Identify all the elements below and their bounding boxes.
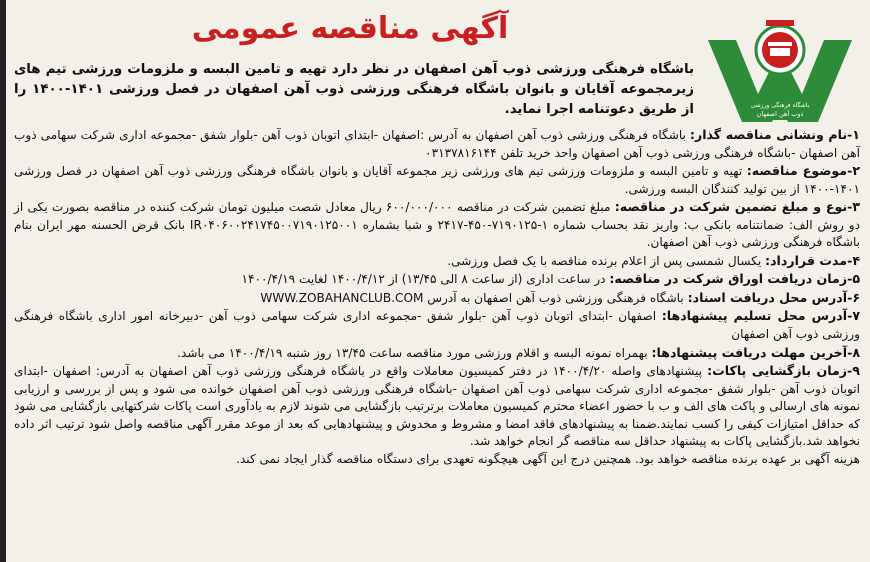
- item-document-time: [14, 270, 860, 289]
- item-label: ۲-موضوع مناقصه:: [746, 163, 861, 179]
- tender-items: [14, 126, 860, 468]
- item-text: باشگاه فرهنگی ورزشی ذوب آهن اصفهان به آدرس WWW.ZOBAHANCLUB.COM: [260, 290, 684, 305]
- logo-caption-line1: باشگاه فرهنگی ورزشی: [750, 102, 810, 109]
- item-text: اصفهان -ابتدای اتوبان ذوب آهن -بلوار شفق -مجموعه اداری شرکت سهامی ذوب آهن -دبیرخانه امور اداری باشگاه فرهنگی ورزشی ذوب آهن اصفهان: [14, 309, 860, 342]
- item-deadline: [14, 344, 860, 363]
- item-subject: [14, 162, 860, 198]
- item-organizer: [14, 126, 860, 162]
- item-label: ۳-نوع و مبلغ تضمین شرکت در مناقصه:: [614, 199, 860, 215]
- item-submission-address: [14, 307, 860, 343]
- item-label: ۹-زمان بازگشایی پاکات:: [707, 363, 860, 379]
- club-logo-icon: [700, 12, 860, 130]
- item-text: پیشنهادهای واصله ۱۴۰۰/۴/۲۰ در دفتر کمیسیون معاملات واقع در باشگاه فرهنگی ورزشی ذوب آهن اصفهان به آدرس: اصفهان -ابتدای اتوبان ذوب آهن -بلوار شفق -مجموعه اداری شرکت سهامی ذوب آهن اصفهان -باشگاه فرهنگی ورزشی ذوب آهن اصفهان خوانده می شود و پس از بررسی و ارزیابی نمونه های ارسالی و پاکت های الف و ب با حضور اعضاء محترم کمیسیون معاملات برترتیب بازگشایی می شوند لازم به یادآوری است پاکات شرکتهایی بازگشایی می شود که حداقل امتیازات کیفی را کسب نمایند.ضمنا به پیشنهادهای فاقد امضا و مشروط و مخدوش و پیشنهادهایی که بعد از موعد مقرر آگهی مناقصه واصل شود ترتیب اثر داده نخواهد شد.بازگشایی پاکات به پیشنهاد حداقل سه مناقصه گر انجام خواهد شد.: [14, 364, 860, 449]
- item-text: مبلغ تضمین شرکت در مناقصه ۶۰۰/۰۰۰/۰۰۰ ریال معادل شصت میلیون تومان شرکت کننده در مناقصه بصورت یکی از دو روش الف: ضمانتنامه بانکی ب: واریز نقد بحساب شماره ۱-۷۱۹۰۱۲۵-۴۵۰-۲۴۱۷ و شبا بشماره IR۰۴۰۶۰۰۲۴۱۷۴۵۰۰۷۱۹۰۱۲۵۰۰۱ بانک قرض الحسنه مهر ایران بنام باشگاه فرهنگی ورزشی ذوب آهن اصفهان.: [14, 200, 860, 250]
- item-label: ۴-مدت قرارداد:: [765, 252, 860, 268]
- item-label: ۶-آدرس محل دریافت اسناد:: [687, 289, 860, 305]
- item-label: ۵-زمان دریافت اوراق شرکت در مناقصه:: [609, 271, 860, 287]
- page-edge: [0, 0, 6, 562]
- item-guarantee: [14, 198, 860, 252]
- item-label: ۱-نام ونشانی مناقصه گذار:: [689, 127, 860, 142]
- item-text: بهمراه نمونه البسه و اقلام ورزشی مورد مناقصه ساعت ۱۳/۴۵ روز شنبه ۱۴۰۰/۴/۱۹ می باشد.: [177, 345, 648, 360]
- club-logo: [700, 12, 860, 130]
- footer-note: هزینه آگهی بر عهده برنده مناقصه خواهد بود. همچنین درج این آگهی هیچگونه تعهدی برای دستگاه مناقصه گذار ایجاد نمی کند.: [236, 451, 860, 466]
- page-title: آگهی مناقصه عمومی: [191, 11, 509, 46]
- item-opening-time: [14, 362, 860, 451]
- item-label: ۸-آخرین مهلت دریافت پیشنهادها:: [651, 344, 860, 360]
- logo-caption-line2: ذوب آهن اصفهان: [756, 110, 804, 118]
- item-text: تهیه و تامین البسه و ملزومات ورزشی تیم های ورزشی زیر مجموعه آقایان و بانوان باشگاه فرهنگی ورزشی ذوب آهن اصفهان در فصل ورزشی ۱۴۰۱-۱۴۰۰ از بین تولید کنندگان البسه ورزشی.: [14, 164, 860, 196]
- item-text: در ساعت اداری (از ساعت ۸ الی ۱۳/۴۵) از ۱۴۰۰/۴/۱۲ لغایت ۱۴۰۰/۴/۱۹: [241, 272, 606, 287]
- item-text: باشگاه فرهنگی ورزشی ذوب آهن اصفهان به آدرس :اصفهان -ابتدای اتوبان ذوب آهن -بلوار شفق -مجموعه اداری شرکت سهامی ذوب آهن اصفهان -باشگاه فرهنگی ورزشی ذوب آهن اصفهان واحد خرید تلفن ۰۳۱۳۷۸۱۶۱۴۴: [14, 128, 860, 160]
- item-label: ۷-آدرس محل تسلیم پیشنهادها:: [661, 308, 860, 324]
- item-document-address: [14, 289, 860, 308]
- item-text: یکسال شمسی پس از اعلام برنده مناقصه با یک فصل ورزشی.: [447, 253, 762, 268]
- item-contract-duration: [14, 252, 860, 271]
- intro-paragraph: باشگاه فرهنگی ورزشی ذوب آهن اصفهان در نظر دارد تهیه و تامین البسه و ملزومات ورزشی تیم های زیرمجموعه آقایان و بانوان باشگاه فرهنگی ورزشی ذوب آهن اصفهان در فصل ورزشی ۱۴۰۱-۱۴۰۰ را از طریق دعوتنامه اجرا نماید.: [14, 62, 694, 117]
